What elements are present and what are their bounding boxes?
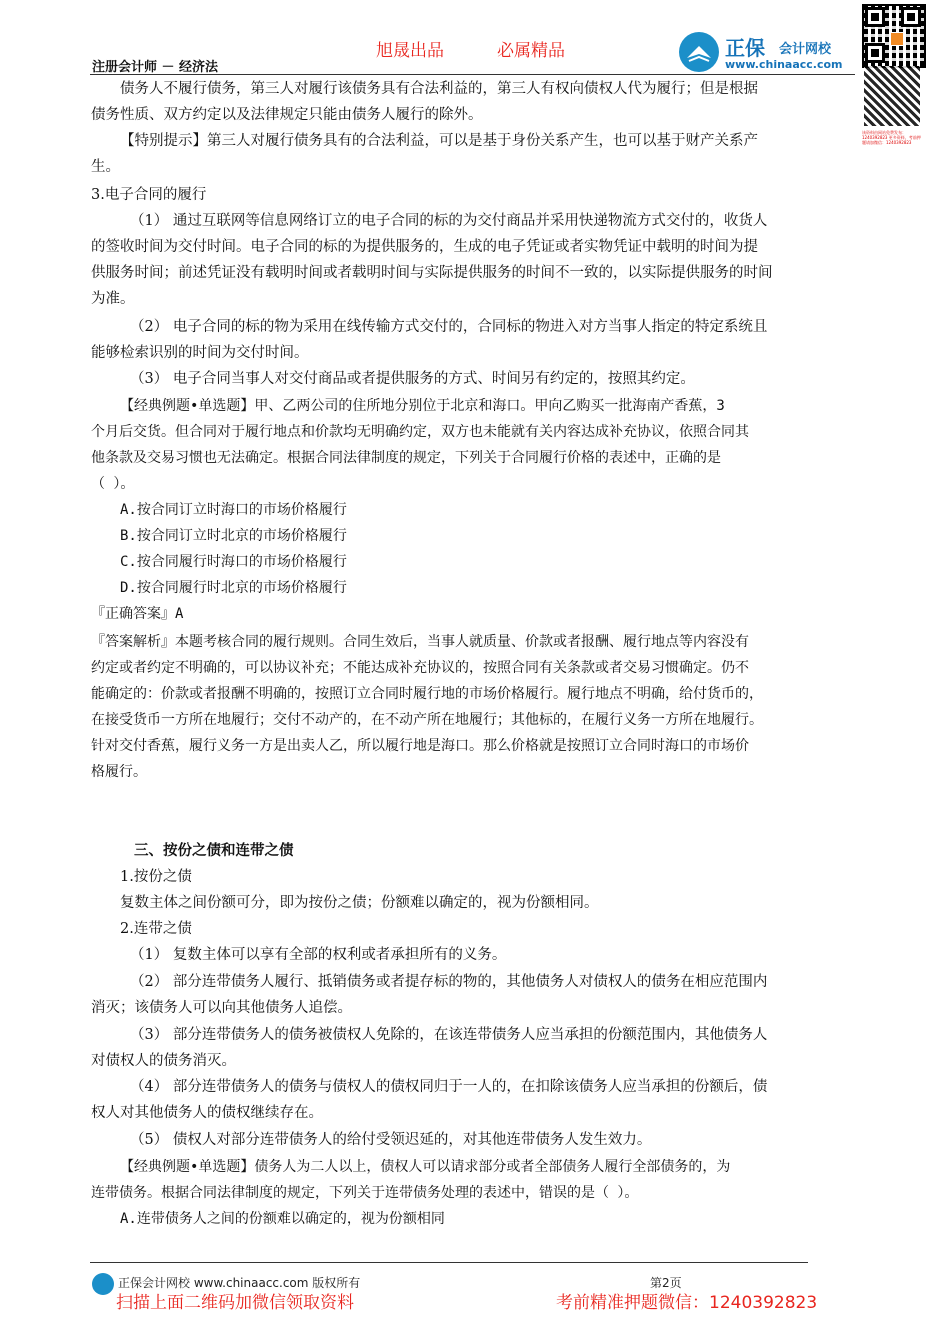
text-line: 的签收时间为交付时间。电子合同的标的为提供服务的，生成的电子凭证或者实物凭证中载明的时间为提: [91, 239, 758, 255]
text-line: （2） 部分连带债务人履行、抵销债务或者提存标的物的，其他债务人对债权人的债务在相应范围内: [130, 974, 768, 990]
header-brand-right: 必属精品: [497, 41, 565, 61]
text-line: （3） 电子合同当事人对交付商品或者提供服务的方式、时间另有约定的，按照其约定。: [130, 371, 695, 387]
text-line: 能确定的：价款或者报酬不明确的，按照订立合同时履行地的市场价格履行。履行地点不明确，给付货币的，: [91, 686, 763, 702]
text-line: 债务人不履行债务，第三人对履行该债务具有合法利益的，第三人有权向债权人代为履行；但是根据: [120, 81, 758, 97]
text-line: 权人对其他债务人的债权继续存在。: [91, 1105, 323, 1121]
option-b: B.按合同订立时北京的市场价格履行: [120, 528, 347, 544]
text-line: （3） 部分连带债务人的债务被债权人免除的，在该连带债务人应当承担的份额范围内，其他债务人: [130, 1027, 768, 1043]
text-line: 格履行。: [91, 764, 147, 780]
text-line: 个月后交货。但合同对于履行地点和价款均无明确约定，双方也未能就有关内容达成补充协议，依照合同其: [91, 424, 749, 440]
text-line: （2） 电子合同的标的物为采用在线传输方式交付的，合同标的物进入对方当事人指定的特定系统且: [130, 319, 768, 335]
subheading: 2.连带之债: [120, 921, 192, 937]
footer-divider: [90, 1262, 808, 1263]
course-title: 注册会计师 － 经济法: [92, 60, 219, 75]
page-number: 第2页: [650, 1276, 682, 1290]
text-line: （5） 债权人对部分连带债务人的给付受领迟延的，对其他连带债务人发生效力。: [130, 1132, 652, 1148]
text-line: 约定或者约定不明确的，可以协议补充；不能达成补充协议的，按照合同有关条款或者交易习惯确定。仍不: [91, 660, 749, 676]
logo-name: 正保: [725, 36, 765, 60]
header-brand-left: 旭晟出品: [376, 41, 444, 61]
subheading: 1.按份之债: [120, 869, 192, 885]
logo-url: www.chinaacc.com: [725, 58, 843, 71]
text-line: 债务性质、双方约定以及法律规定只能由债务人履行的除外。: [91, 107, 483, 123]
option-a: A.连带债务人之间的份额难以确定的，视为份额相同: [120, 1211, 445, 1227]
correct-answer: 『正确答案』A: [91, 606, 184, 622]
logo-sub: 会计网校: [779, 42, 832, 57]
text-line: 生。: [91, 159, 120, 175]
footer-logo-icon: [92, 1273, 114, 1295]
qr-note: 该资料由网站免费发布：1240392823 更多资料、考前押题请加微信：1240392823: [862, 130, 921, 145]
text-line: （ ）。: [91, 476, 135, 492]
footer-promo-left: 扫描上面二维码加微信领取资料: [116, 1293, 354, 1313]
text-line: 在接受货币一方所在地履行；交付不动产的，在不动产所在地履行；其他标的，在履行义务一方所在地履行。: [91, 712, 763, 728]
section-heading: 三、按份之债和连带之债: [134, 843, 294, 859]
text-line: 连带债务。根据合同法律制度的规定，下列关于连带债务处理的表述中，错误的是（ ）。: [91, 1185, 639, 1201]
example-question: 【经典例题•单选题】甲、乙两公司的住所地分别位于北京和海口。甲向乙购买一批海南产香蕉，3: [120, 398, 725, 414]
qr-code-secondary-icon: [864, 66, 920, 126]
text-line: 他条款及交易习惯也无法确定。根据合同法律制度的规定，下列关于合同履行价格的表述中，正确的是: [91, 450, 721, 466]
qr-code-icon: [862, 4, 926, 68]
option-c: C.按合同履行时海口的市场价格履行: [120, 554, 347, 570]
text-line: 消灭；该债务人可以向其他债务人追偿。: [91, 1000, 352, 1016]
site-logo: [679, 30, 859, 74]
text-line: 针对交付香蕉，履行义务一方是出卖人乙，所以履行地是海口。那么价格就是按照订立合同时海口的市场价: [91, 738, 749, 754]
text-line: （4） 部分连带债务人的债务与债权人的债权同归于一人的，在扣除该债务人应当承担的份额后，债: [130, 1079, 768, 1095]
text-line: （1） 复数主体可以享有全部的权利或者承担所有的义务。: [130, 947, 507, 963]
example-question: 【经典例题•单选题】债务人为二人以上，债权人可以请求部分或者全部债务人履行全部债务的，为: [120, 1159, 731, 1175]
text-line: 能够检索识别的时间为交付时间。: [91, 345, 309, 361]
option-d: D.按合同履行时北京的市场价格履行: [120, 580, 347, 596]
text-line: （1） 通过互联网等信息网络订立的电子合同的标的为交付商品并采用快递物流方式交付的，收货人: [130, 213, 768, 229]
footer-copyright: 正保会计网校 www.chinaacc.com 版权所有: [118, 1276, 361, 1290]
text-line: 【特别提示】第三人对履行债务具有的合法利益，可以是基于身份关系产生，也可以基于财产关系产: [120, 133, 758, 149]
text-line: 供服务时间；前述凭证没有载明时间或者载明时间与实际提供服务的时间不一致的，以实际提供服务的时间: [91, 265, 773, 281]
footer-promo-right: 考前精准押题微信：1240392823: [556, 1293, 818, 1313]
header-divider: [90, 74, 855, 75]
section-heading: 3.电子合同的履行: [91, 187, 207, 203]
option-a: A.按合同订立时海口的市场价格履行: [120, 502, 347, 518]
answer-analysis: 『答案解析』本题考核合同的履行规则。合同生效后，当事人就质量、价款或者报酬、履行地点等内容没有: [91, 634, 749, 650]
text-line: 对债权人的债务消灭。: [91, 1053, 236, 1069]
text-line: 为准。: [91, 291, 135, 307]
logo-book-icon: [679, 32, 719, 72]
text-line: 复数主体之间份额可分，即为按份之债；份额难以确定的，视为份额相同。: [120, 895, 599, 911]
